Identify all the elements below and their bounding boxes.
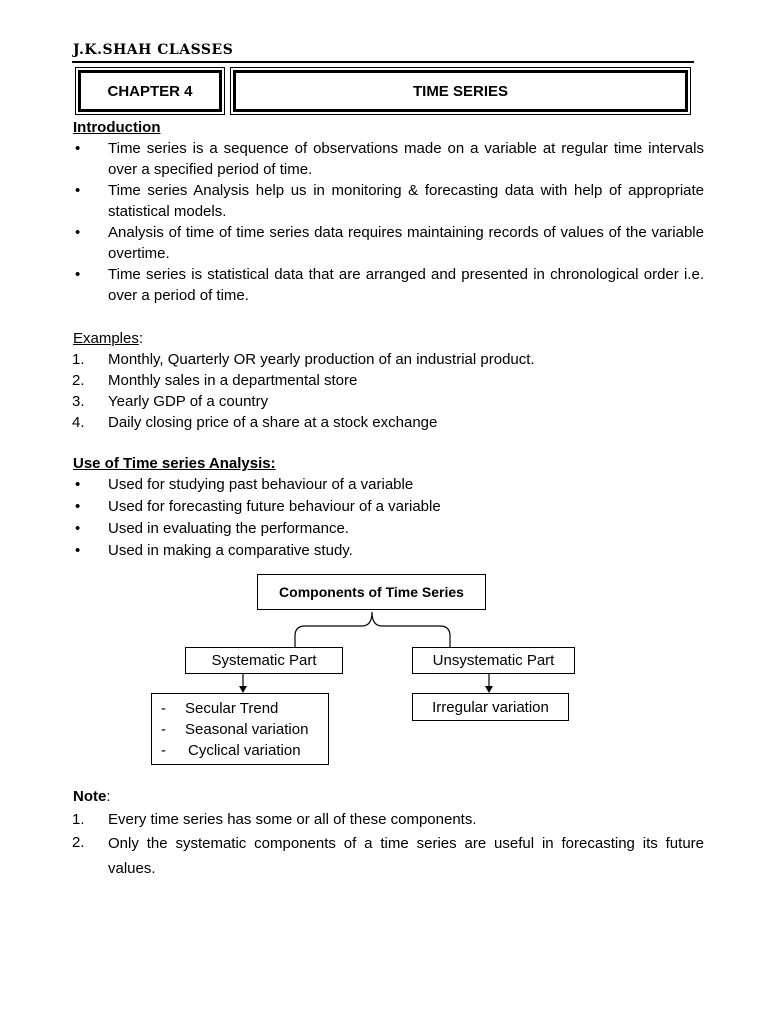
- curly-brace: [295, 612, 450, 648]
- list-item: [72, 370, 704, 391]
- list-item: [72, 474, 704, 496]
- note-list: [72, 808, 704, 881]
- list-item-number: 1.: [72, 351, 85, 368]
- list-item-text: Time series Analysis help us in monitoring & forecasting data with help of appropriate statistical models.: [108, 182, 704, 220]
- dash: -: [161, 700, 166, 717]
- list-item-text: Daily closing price of a share at a stock exchange: [108, 414, 438, 431]
- irregular-box: [412, 693, 569, 721]
- bullet-icon: •: [75, 542, 81, 559]
- systematic-box: [185, 647, 343, 674]
- list-item-text: Time series is a sequence of observations made on a variable at regular time intervals over a specified period of time.: [108, 140, 704, 178]
- diagram-root-label: Components of Time Series: [279, 584, 464, 600]
- header-rule: [72, 61, 694, 63]
- diagram-root: [257, 574, 486, 610]
- list-item-number: 1.: [72, 811, 85, 828]
- list-item-text: Used in making a comparative study.: [108, 542, 353, 559]
- list-item-text: Yearly GDP of a country: [108, 393, 269, 410]
- list-item: [72, 180, 704, 222]
- unsystematic-label: Unsystematic Part: [432, 652, 555, 669]
- list-item: [161, 740, 328, 761]
- examples-colon: :: [138, 330, 144, 347]
- title-box: [233, 70, 688, 112]
- bullet-icon: •: [75, 182, 81, 199]
- list-item: [72, 518, 704, 540]
- org-name: J.K.SHAH CLASSES: [73, 42, 234, 58]
- list-item-text: Used in evaluating the performance.: [108, 520, 349, 537]
- list-item: [72, 808, 704, 831]
- examples-list: [72, 349, 704, 433]
- bullet-icon: •: [75, 520, 81, 537]
- arrow-head-systematic: [239, 686, 247, 693]
- list-item: [72, 831, 704, 881]
- bullet-icon: •: [75, 498, 81, 515]
- bullet-icon: •: [75, 266, 81, 283]
- examples-heading-text: Examples: [73, 330, 139, 347]
- note-heading-text: Note: [73, 788, 107, 805]
- note-heading: [73, 786, 111, 807]
- chapter-label: CHAPTER 4: [107, 82, 193, 100]
- list-item-text: Analysis of time of time series data requires maintaining records of values of the variable overtime.: [108, 224, 704, 262]
- list-item-text: Used for forecasting future behaviour of a variable: [108, 498, 441, 515]
- list-item: [72, 138, 704, 180]
- introduction-heading: Introduction: [73, 119, 161, 136]
- list-item-text: Secular Trend: [185, 700, 279, 717]
- list-item: [72, 496, 704, 518]
- list-item-number: 2.: [72, 372, 85, 389]
- bullet-icon: •: [75, 224, 81, 241]
- bullet-icon: •: [75, 140, 81, 157]
- list-item-number: 2.: [72, 834, 85, 851]
- systematic-items-box: [151, 693, 329, 765]
- uses-heading: Use of Time series Analysis:: [73, 455, 276, 472]
- systematic-label: Systematic Part: [211, 652, 317, 669]
- chapter-box: [78, 70, 222, 112]
- list-item: [161, 719, 328, 740]
- list-item: [72, 540, 704, 562]
- introduction-list: [72, 138, 704, 306]
- list-item: [72, 349, 704, 370]
- list-item-number: 3.: [72, 393, 85, 410]
- list-item-text: Seasonal variation: [185, 721, 309, 738]
- irregular-label: Irregular variation: [432, 698, 549, 716]
- list-item: [72, 412, 704, 433]
- bullet-icon: •: [75, 476, 81, 493]
- list-item: [72, 264, 704, 306]
- list-item-text: Time series is statistical data that are arranged and presented in chronological order i.e. over a period of time.: [108, 266, 704, 304]
- list-item-text: Every time series has some or all of these components.: [108, 811, 477, 828]
- examples-heading: [73, 328, 143, 349]
- list-item-text: Monthly sales in a departmental store: [108, 372, 358, 389]
- list-item: [72, 391, 704, 412]
- list-item-text: Monthly, Quarterly OR yearly production of an industrial product.: [108, 351, 535, 368]
- chapter-title: TIME SERIES: [412, 82, 509, 100]
- unsystematic-box: [412, 647, 575, 674]
- uses-list: [72, 474, 704, 562]
- note-colon: :: [106, 788, 111, 805]
- list-item: [72, 222, 704, 264]
- arrow-head-unsystematic: [485, 686, 493, 693]
- list-item-text: Only the systematic components of a time series are useful in forecasting its future values.: [108, 835, 704, 877]
- list-item-text: Cyclical variation: [188, 742, 301, 759]
- dash: -: [161, 742, 166, 759]
- list-item-text: Used for studying past behaviour of a variable: [108, 476, 414, 493]
- list-item-number: 4.: [72, 414, 85, 431]
- dash: -: [161, 721, 166, 738]
- list-item: [161, 698, 328, 719]
